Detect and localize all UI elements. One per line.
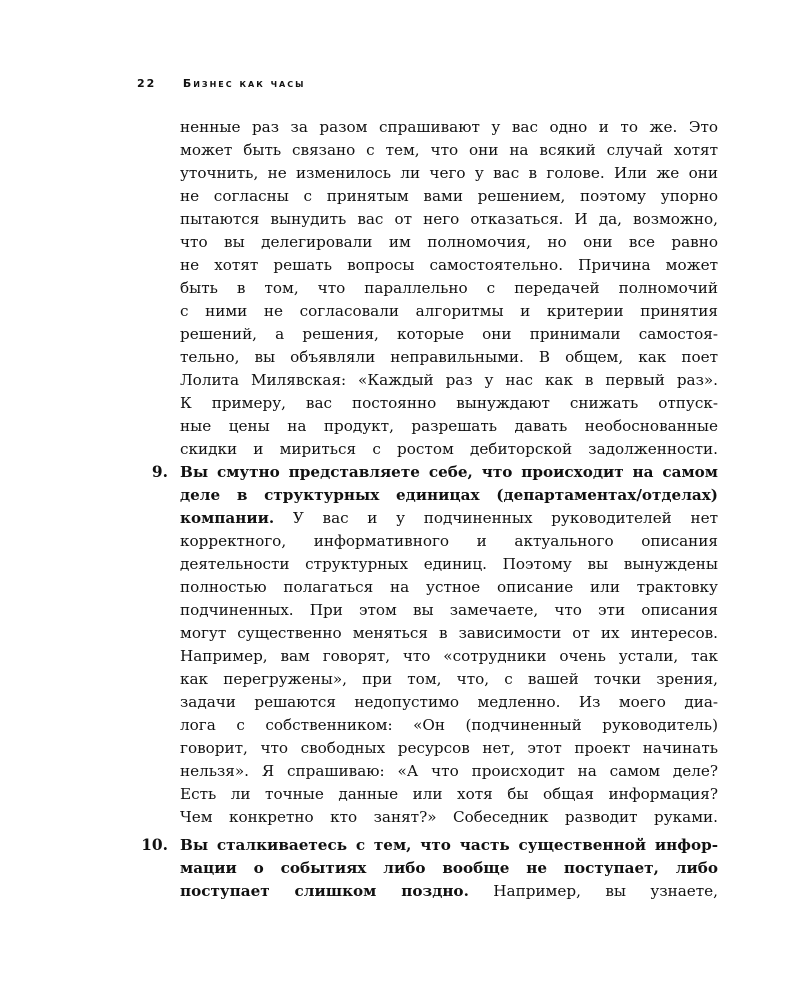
text-line	[180, 507, 718, 529]
text-line: говорит, что свободных ресурсов нет, этот проект начинать	[180, 739, 718, 757]
text-line: не хотят решать вопросы самостоятельно. Причина может	[180, 256, 718, 274]
item-number: 10.	[141, 836, 168, 854]
text-line: может быть связано с тем, что они на всякий случай хотят	[180, 141, 718, 159]
text-line: ные цены на продукт, разрешать давать необоснованные	[180, 417, 718, 435]
text-line: деятельности структурных единиц. Поэтому вы вынуждены	[180, 555, 718, 573]
text-line: полностью полагаться на устное описание или трактовку	[180, 578, 718, 596]
text-line: лога с собственником: «Он (подчиненный руководитель)	[180, 716, 718, 734]
text-line: как перегружены», при том, что, с вашей точки зрения,	[180, 670, 718, 688]
text-line: Лолита Милявская: «Каждый раз у нас как в первый раз».	[180, 371, 718, 389]
text-line: скидки и мириться с ростом дебиторской задолженности.	[180, 440, 718, 458]
text-line: мации о событиях либо вообще не поступает, либо	[180, 859, 718, 877]
text-line: могут существенно меняться в зависимости от их интересов.	[180, 624, 718, 642]
text-line: тельно, вы объявляли неправильными. В общем, как поет	[180, 348, 718, 366]
text-run: У вас и у подчиненных руководителей нет	[274, 509, 718, 527]
item-number: 9.	[151, 463, 168, 481]
text-line: деле в структурных единицах (департаментах/отделах)	[180, 486, 718, 504]
text-line: Есть ли точные данные или хотя бы общая информация?	[180, 785, 718, 803]
text-line: подчиненных. При этом вы замечаете, что эти описания	[180, 601, 718, 619]
text-line: Чем конкретно кто занят?» Собеседник разводит руками.	[180, 808, 718, 826]
text-line	[180, 880, 718, 902]
bold-lead: поступает слишком поздно.	[180, 882, 469, 900]
text-line: корректного, информативного и актуального описания	[180, 532, 718, 550]
text-line: К примеру, вас постоянно вынуждают снижать отпуск-	[180, 394, 718, 412]
text-line: Вы сталкиваетесь с тем, что часть существенной инфор-	[180, 836, 718, 854]
text-run: Например, вы узнаете,	[468, 882, 718, 900]
text-line: что вы делегировали им полномочия, но они все равно	[180, 233, 718, 251]
text-line: пытаются вынудить вас от него отказаться. И да, возможно,	[180, 210, 718, 228]
text-line: решений, а решения, которые они принимали самостоя-	[180, 325, 718, 343]
bold-lead: компании.	[180, 509, 275, 527]
text-line: Вы смутно представляете себе, что происходит на самом	[180, 463, 718, 481]
text-line: задачи решаются недопустимо медленно. Из моего диа-	[180, 693, 718, 711]
page-number: 22	[137, 77, 157, 90]
text-line: не согласны с принятым вами решением, поэтому упорно	[180, 187, 718, 205]
text-line: уточнить, не изменилось ли чего у вас в голове. Или же они	[180, 164, 718, 182]
text-line: ненные раз за разом спрашивают у вас одно и то же. Это	[180, 118, 718, 136]
running-head	[137, 77, 737, 93]
text-line: быть в том, что параллельно с передачей полномочий	[180, 279, 718, 297]
text-line: нельзя». Я спрашиваю: «А что происходит на самом деле?	[180, 762, 718, 780]
text-line: с ними не согласовали алгоритмы и критерии принятия	[180, 302, 718, 320]
text-line: Например, вам говорят, что «сотрудники очень устали, так	[180, 647, 718, 665]
book-title: Бизнес как часы	[182, 77, 306, 90]
